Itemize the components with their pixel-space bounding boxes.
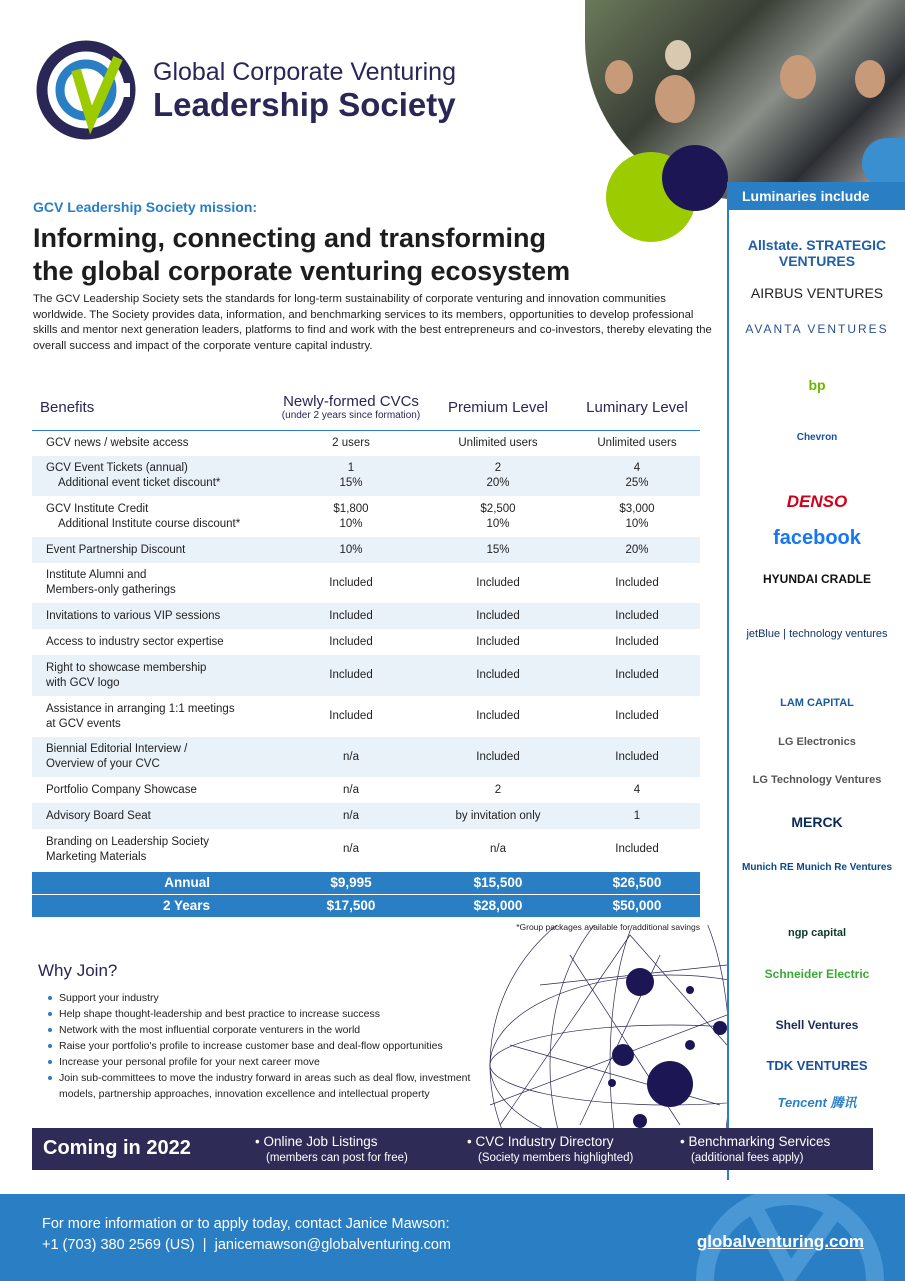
- value-cell: [280, 537, 422, 563]
- brand-title: [153, 58, 456, 124]
- value: n/a: [343, 783, 359, 796]
- table-row: [32, 430, 700, 456]
- logo-facebook: facebook: [773, 527, 861, 549]
- value-cell: [422, 456, 574, 496]
- logo-avanta: AVANTA VENTURES: [745, 322, 889, 336]
- value-cell: [280, 737, 422, 777]
- value-cell: [422, 629, 574, 655]
- gcv-logo-icon: [36, 40, 136, 140]
- logo-allstate: Allstate. STRATEGIC VENTURES: [747, 237, 887, 269]
- value-cell: [574, 563, 700, 603]
- value-secondary: 10%: [486, 517, 510, 530]
- benefit-cell: [32, 496, 280, 537]
- value: Included: [476, 710, 520, 722]
- value: Unlimited users: [458, 436, 538, 449]
- benefit-label: Access to industry sector expertise: [46, 635, 224, 648]
- header-premium: Premium Level: [422, 385, 574, 430]
- logo-schneider-electric: Schneider Electric: [764, 967, 870, 981]
- value: $2,500: [480, 502, 516, 515]
- value-cell: [280, 629, 422, 655]
- value: Included: [476, 669, 520, 681]
- benefit-label: Assistance in arranging 1:1 meetings: [46, 702, 235, 715]
- table-row: [32, 829, 700, 871]
- value-cell: [574, 629, 700, 655]
- benefit-cell: [32, 603, 280, 629]
- benefit-label: Branding on Leadership Society: [46, 835, 210, 848]
- logo-munich-re: Munich RE Munich Re Ventures: [741, 862, 893, 873]
- benefit-cell: [32, 737, 280, 777]
- value: $1,800: [333, 502, 369, 515]
- table-row: [32, 456, 700, 496]
- value-cell: [280, 803, 422, 829]
- benefit-cell: [32, 777, 280, 803]
- benefit-sublabel: Members-only gatherings: [46, 584, 176, 596]
- value-cell: [422, 655, 574, 696]
- network-globe-graphic: [480, 925, 727, 1128]
- value: Included: [615, 710, 659, 722]
- benefit-cell: [32, 563, 280, 603]
- value-cell: [422, 803, 574, 829]
- header-luminary: Luminary Level: [574, 385, 700, 430]
- price-row: [32, 871, 700, 894]
- value-secondary: 20%: [486, 477, 510, 489]
- value-cell: [574, 696, 700, 737]
- logo-merck: MERCK: [791, 814, 843, 830]
- benefit-label: Right to showcase membership: [46, 661, 207, 674]
- benefit-label: Advisory Board Seat: [46, 809, 151, 822]
- coming-item-job-listings: • Online Job Listings (members can post for free): [255, 1134, 408, 1164]
- contact-phone-email[interactable]: +1 (703) 380 2569 (US) | janicemawson@globalventuring.com: [42, 1237, 451, 1253]
- table-header-row: [32, 385, 700, 430]
- value: Included: [615, 843, 659, 856]
- price-premium: $15,500: [422, 871, 574, 894]
- value: Included: [329, 635, 373, 648]
- value: Included: [329, 669, 373, 681]
- value: n/a: [490, 843, 506, 856]
- table-row: [32, 603, 700, 629]
- logo-lam-capital: LAM CAPITAL: [780, 697, 854, 709]
- benefit-sublabel: Additional event ticket discount*: [58, 477, 221, 489]
- value-cell: [422, 563, 574, 603]
- value-cell: [280, 655, 422, 696]
- value-cell: [422, 737, 574, 777]
- value: 1: [347, 462, 355, 474]
- logo-denso: DENSO: [786, 492, 848, 511]
- benefit-sublabel: at GCV events: [46, 717, 121, 730]
- list-item: Support your industry: [46, 990, 486, 1006]
- table-row: [32, 803, 700, 829]
- value: Included: [476, 576, 520, 589]
- value: n/a: [343, 809, 359, 822]
- coming-item-benchmarking: • Benchmarking Services (additional fees apply): [680, 1134, 831, 1164]
- headline-line-1: Informing, connecting and transforming: [33, 223, 546, 253]
- price-row: [32, 894, 700, 917]
- logo-shell-ventures: Shell Ventures: [775, 1018, 859, 1032]
- price-newly-formed: $9,995: [280, 871, 422, 894]
- price-luminary: $26,500: [574, 871, 700, 894]
- value-cell: [574, 603, 700, 629]
- benefit-sublabel: Overview of your CVC: [46, 758, 160, 770]
- logo-hyundai-cradle: HYUNDAI CRADLE: [763, 572, 871, 586]
- benefit-label: Biennial Editorial Interview /: [46, 743, 188, 755]
- value: by invitation only: [455, 809, 541, 822]
- value-cell: [280, 430, 422, 456]
- benefit-cell: [32, 829, 280, 871]
- value: Included: [615, 669, 659, 681]
- value-cell: [422, 696, 574, 737]
- benefit-cell: [32, 430, 280, 456]
- value: n/a: [343, 750, 359, 763]
- coming-item-sub: (members can post for free): [266, 1152, 408, 1164]
- luminaries-title: Luminaries include: [729, 182, 905, 210]
- logo-chevron: Chevron: [796, 432, 838, 443]
- value: Included: [329, 576, 373, 589]
- benefit-label: Invitations to various VIP sessions: [46, 609, 221, 622]
- coming-in-2022-banner: [32, 1128, 873, 1170]
- logo-tdk-ventures: TDK VENTURES: [766, 1058, 868, 1073]
- price-newly-formed: $17,500: [280, 894, 422, 917]
- list-item: Increase your personal profile for your next career move: [46, 1054, 486, 1070]
- value-cell: [422, 430, 574, 456]
- logo-tencent: Tencent 腾讯: [777, 1095, 857, 1110]
- logo-ngp-capital: ngp capital: [787, 927, 847, 939]
- coming-item-sub: (Society members highlighted): [478, 1152, 634, 1164]
- value: Included: [329, 710, 373, 722]
- value-cell: [280, 603, 422, 629]
- value: 4: [633, 462, 641, 474]
- value: 4: [633, 783, 641, 796]
- value: Included: [476, 635, 520, 648]
- value: 15%: [486, 543, 510, 556]
- benefit-label: Institute Alumni and: [46, 569, 147, 581]
- why-join-list: [46, 990, 486, 1102]
- value: 10%: [339, 543, 363, 556]
- benefit-sublabel: Additional Institute course discount*: [58, 517, 241, 530]
- value-secondary: 10%: [339, 517, 363, 530]
- headline: [33, 222, 570, 288]
- value: 20%: [625, 543, 649, 556]
- value-cell: [574, 655, 700, 696]
- value-cell: [422, 603, 574, 629]
- value-cell: [280, 696, 422, 737]
- value: Included: [476, 609, 520, 622]
- benefits-table: [32, 385, 700, 917]
- benefit-cell: [32, 696, 280, 737]
- coming-item-sub: (additional fees apply): [691, 1152, 804, 1164]
- value: 2 users: [332, 436, 370, 449]
- value-cell: [280, 496, 422, 537]
- footnote: *Group packages available for additional savings: [516, 922, 700, 932]
- benefit-label: Portfolio Company Showcase: [46, 783, 197, 796]
- header-newly-formed-sub: (under 2 years since formation): [281, 410, 421, 422]
- logo-bp: bp: [808, 377, 826, 393]
- list-item: Raise your portfolio's profile to increase customer base and deal-flow opportunities: [46, 1038, 486, 1054]
- header-newly-formed-label: Newly-formed CVCs: [283, 393, 419, 411]
- value: n/a: [343, 843, 359, 856]
- table-row: [32, 696, 700, 737]
- price-label: 2 Years: [32, 894, 280, 917]
- value-cell: [574, 456, 700, 496]
- brand-line-1: Global Corporate Venturing: [153, 58, 456, 86]
- value-secondary: 15%: [339, 477, 363, 489]
- coming-title: Coming in 2022: [43, 1137, 191, 1159]
- benefit-label: GCV Institute Credit: [46, 502, 149, 515]
- value-secondary: 10%: [625, 517, 649, 530]
- value: 2: [494, 462, 502, 474]
- logo-lg-technology-ventures: LG Technology Ventures: [752, 774, 882, 786]
- contact-info: [42, 1214, 451, 1256]
- list-item: Help shape thought-leadership and best practice to increase success: [46, 1006, 486, 1022]
- decorative-navy-circle: [662, 145, 728, 211]
- benefit-label: GCV news / website access: [46, 436, 189, 449]
- value-cell: [574, 803, 700, 829]
- value-cell: [280, 829, 422, 871]
- coming-item-label: Online Job Listings: [263, 1134, 378, 1149]
- benefit-sublabel: with GCV logo: [46, 676, 120, 689]
- mission-label: GCV Leadership Society mission:: [33, 199, 258, 215]
- value: $3,000: [619, 502, 655, 515]
- value: Included: [476, 750, 520, 763]
- benefit-cell: [32, 803, 280, 829]
- value-cell: [422, 496, 574, 537]
- value-cell: [422, 537, 574, 563]
- header-benefits: Benefits: [32, 385, 280, 430]
- logo-jetblue: jetBlue | technology ventures: [746, 628, 888, 640]
- value: 2: [494, 783, 502, 796]
- table-row: [32, 537, 700, 563]
- decorative-blue-circle: [862, 138, 905, 188]
- value-cell: [574, 829, 700, 871]
- value: Included: [615, 635, 659, 648]
- logo-airbus-ventures: AIRBUS VENTURES: [750, 285, 884, 301]
- price-luminary: $50,000: [574, 894, 700, 917]
- table-row: [32, 655, 700, 696]
- list-item: Network with the most influential corporate venturers in the world: [46, 1022, 486, 1038]
- benefit-cell: [32, 629, 280, 655]
- value-secondary: 25%: [625, 477, 649, 489]
- luminaries-sidebar: [727, 182, 905, 1180]
- value: 1: [633, 809, 641, 822]
- value-cell: [574, 537, 700, 563]
- benefit-label: Event Partnership Discount: [46, 543, 186, 556]
- value-cell: [280, 563, 422, 603]
- coming-item-label: Benchmarking Services: [688, 1134, 831, 1149]
- mission-body: The GCV Leadership Society sets the standards for long-term sustainability of corporate venturing and innovation communities worldwide. The Society provides data, information, and benchmarking services to its members, opportunities to develop professional skills and mentor next generation leaders, platforms to find and work with the best entrepreneurs and co-investors, thereby elevating the overall success and impact of the corporate venture capital industry.: [33, 293, 712, 352]
- table-row: [32, 737, 700, 777]
- brand-line-2: Leadership Society: [153, 86, 456, 123]
- value: Included: [329, 609, 373, 622]
- value-cell: [422, 829, 574, 871]
- coming-item-label: CVC Industry Directory: [475, 1134, 614, 1149]
- value: Included: [615, 750, 659, 763]
- benefit-cell: [32, 537, 280, 563]
- list-item: Join sub-committees to move the industry forward in areas such as deal flow, investment models, partnership approaches, innovation excellence and intellectual property: [46, 1070, 486, 1102]
- price-premium: $28,000: [422, 894, 574, 917]
- benefit-sublabel: Marketing Materials: [46, 850, 147, 863]
- table-row: [32, 777, 700, 803]
- coming-item-directory: • CVC Industry Directory (Society members highlighted): [467, 1134, 634, 1164]
- value: Unlimited users: [597, 436, 677, 449]
- header-newly-formed: [280, 385, 422, 430]
- price-label: Annual: [32, 871, 280, 894]
- benefit-cell: [32, 456, 280, 496]
- value-cell: [574, 430, 700, 456]
- table-row: [32, 629, 700, 655]
- value-cell: [574, 737, 700, 777]
- value-cell: [574, 496, 700, 537]
- website-link[interactable]: globalventuring.com: [696, 1232, 864, 1251]
- benefit-cell: [32, 655, 280, 696]
- value-cell: [574, 777, 700, 803]
- value-cell: [422, 777, 574, 803]
- headline-line-2: the global corporate venturing ecosystem: [33, 256, 571, 286]
- value: Included: [615, 576, 659, 589]
- table-row: [32, 496, 700, 537]
- value-cell: [280, 456, 422, 496]
- footer: [0, 1194, 905, 1281]
- value: Included: [615, 609, 659, 622]
- table-row: [32, 563, 700, 603]
- value-cell: [280, 777, 422, 803]
- contact-line: For more information or to apply today, contact Janice Mawson:: [42, 1216, 450, 1232]
- logo-lg-electronics: LG Electronics: [778, 736, 856, 748]
- why-join-title: Why Join?: [38, 961, 118, 980]
- benefit-label: GCV Event Tickets (annual): [46, 462, 188, 474]
